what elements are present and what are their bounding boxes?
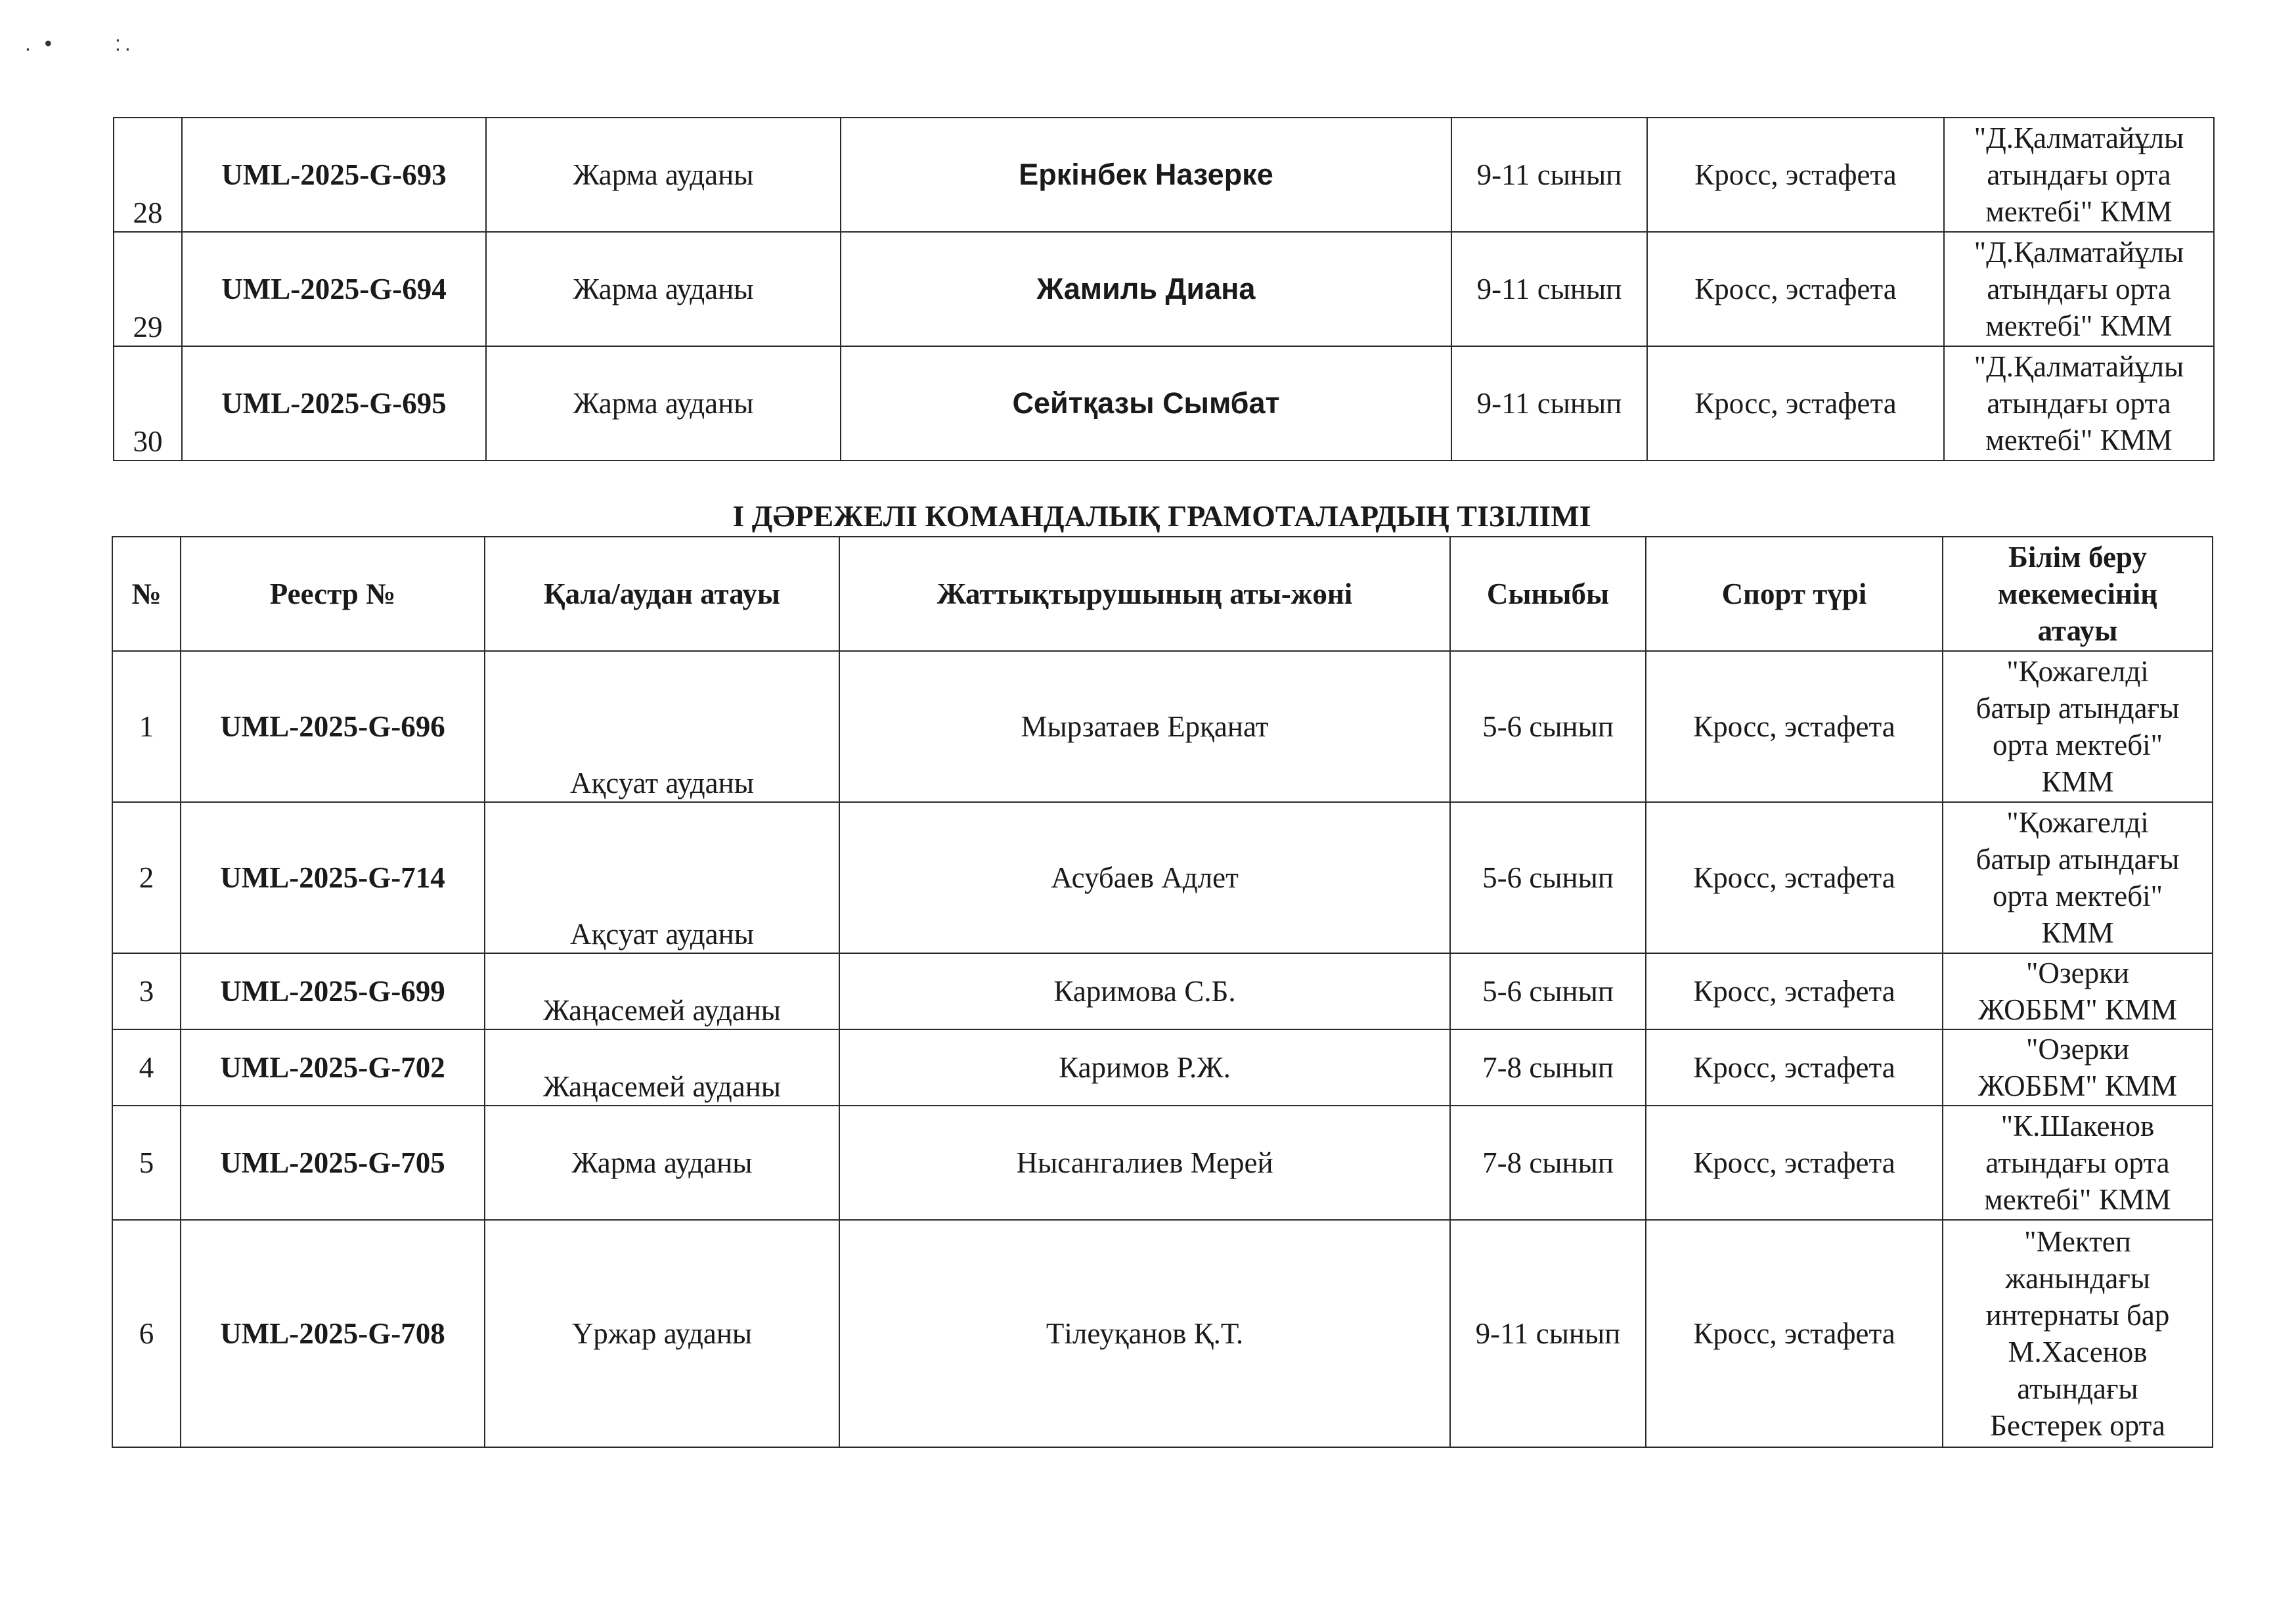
grade: 9-11 сынып xyxy=(1451,118,1647,232)
coach-name: Нысангалиев Мерей xyxy=(839,1106,1450,1220)
grade: 7-8 сынып xyxy=(1450,1106,1646,1220)
school-line: орта мектебі" xyxy=(1993,880,2163,912)
team-certificates-table xyxy=(112,536,2213,1448)
coach-name: Каримова С.Б. xyxy=(839,953,1450,1029)
school-name xyxy=(1943,651,2213,802)
coach-name: Тілеуқанов Қ.Т. xyxy=(839,1220,1450,1447)
school-line: мектебі" КММ xyxy=(1985,309,2173,342)
registry-number: UML-2025-G-699 xyxy=(181,953,485,1029)
registry-number: UML-2025-G-696 xyxy=(181,651,485,802)
school-line: батыр атындағы xyxy=(1976,843,2180,876)
header-school-line: мекемесінің xyxy=(1997,577,2158,610)
table-row xyxy=(112,651,2213,802)
grade: 9-11 сынып xyxy=(1451,232,1647,346)
table-row xyxy=(112,1029,2213,1106)
scan-specks: . • :. xyxy=(25,32,135,55)
sport-type: Кросс, эстафета xyxy=(1646,953,1943,1029)
registry-number: UML-2025-G-705 xyxy=(181,1106,485,1220)
registry-number: UML-2025-G-708 xyxy=(181,1220,485,1447)
school-line: мектебі" КММ xyxy=(1984,1183,2171,1216)
sport-type: Кросс, эстафета xyxy=(1646,1029,1943,1106)
school-name xyxy=(1943,802,2213,953)
table-row xyxy=(114,346,2214,461)
district-name: Жаңасемей ауданы xyxy=(485,1029,839,1106)
table-header-row xyxy=(112,537,2213,651)
row-number: 30 xyxy=(114,346,182,461)
sport-type: Кросс, эстафета xyxy=(1646,1106,1943,1220)
school-line: "Озерки xyxy=(2025,1033,2130,1066)
sport-type: Кросс, эстафета xyxy=(1647,346,1944,461)
coach-name: Каримов Р.Ж. xyxy=(839,1029,1450,1106)
school-line: интернаты бар xyxy=(1985,1299,2170,1332)
sport-type: Кросс, эстафета xyxy=(1647,118,1944,232)
school-line: КММ xyxy=(2041,916,2114,949)
header-grade: Сыныбы xyxy=(1450,537,1646,651)
district-name: Жарма ауданы xyxy=(486,232,841,346)
table-row xyxy=(114,232,2214,346)
header-sport: Спорт түрі xyxy=(1646,537,1943,651)
grade: 5-6 сынып xyxy=(1450,651,1646,802)
row-number: 6 xyxy=(112,1220,181,1447)
registry-number: UML-2025-G-702 xyxy=(181,1029,485,1106)
grade: 9-11 сынып xyxy=(1451,346,1647,461)
school-line: атындағы орта xyxy=(1987,387,2171,420)
row-number: 3 xyxy=(112,953,181,1029)
district-name: Жарма ауданы xyxy=(485,1106,839,1220)
school-name xyxy=(1944,118,2214,232)
header-district: Қала/аудан атауы xyxy=(485,537,839,651)
student-name: Еркінбек Назерке xyxy=(841,118,1451,232)
header-school-line: Білім беру xyxy=(2008,541,2147,573)
student-name: Жамиль Диана xyxy=(841,232,1451,346)
school-line: атындағы орта xyxy=(1987,158,2171,191)
school-name xyxy=(1944,346,2214,461)
row-number: 1 xyxy=(112,651,181,802)
table-row xyxy=(112,1220,2213,1447)
table-row xyxy=(112,953,2213,1029)
school-line: "К.Шакенов xyxy=(2000,1110,2155,1142)
row-number: 28 xyxy=(114,118,182,232)
school-line: мектебі" КММ xyxy=(1985,195,2173,228)
school-name xyxy=(1943,1106,2213,1220)
registry-number: UML-2025-G-714 xyxy=(181,802,485,953)
school-line: "Д.Қалматайұлы xyxy=(1974,122,2184,154)
sport-type: Кросс, эстафета xyxy=(1646,1220,1943,1447)
school-line: атындағы орта xyxy=(1985,1146,2170,1179)
student-name: Сейтқазы Сымбат xyxy=(841,346,1451,461)
header-school-line: атауы xyxy=(2037,614,2118,647)
school-line: "Д.Қалматайұлы xyxy=(1974,350,2184,383)
school-line: жанындағы xyxy=(2004,1262,2151,1295)
district-name: Жарма ауданы xyxy=(486,118,841,232)
coach-name: Асубаев Адлет xyxy=(839,802,1450,953)
table-row xyxy=(112,802,2213,953)
sport-type: Кросс, эстафета xyxy=(1647,232,1944,346)
table-row xyxy=(112,1106,2213,1220)
school-line: атындағы xyxy=(2017,1372,2138,1405)
school-line: "Озерки xyxy=(2025,956,2130,989)
school-line: Бестерек орта xyxy=(1990,1409,2165,1442)
school-line: М.Хасенов xyxy=(2008,1336,2148,1368)
school-line: КММ xyxy=(2041,765,2114,798)
school-line: батыр атындағы xyxy=(1976,692,2180,725)
table-row xyxy=(114,118,2214,232)
district-name: Жарма ауданы xyxy=(486,346,841,461)
school-name xyxy=(1943,1029,2213,1106)
school-line: атындағы орта xyxy=(1987,273,2171,305)
section-title: I ДӘРЕЖЕЛІ КОМАНДАЛЫҚ ГРАМОТАЛАРДЫҢ ТІЗІЛІМІ xyxy=(732,499,1591,533)
school-line: ЖОББМ" КММ xyxy=(1977,993,2178,1026)
grade: 9-11 сынып xyxy=(1450,1220,1646,1447)
top-table xyxy=(113,117,2215,461)
grade: 7-8 сынып xyxy=(1450,1029,1646,1106)
row-number: 2 xyxy=(112,802,181,953)
sport-type: Кросс, эстафета xyxy=(1646,802,1943,953)
coach-name: Мырзатаев Ерқанат xyxy=(839,651,1450,802)
school-line: мектебі" КММ xyxy=(1985,424,2173,457)
school-name xyxy=(1943,953,2213,1029)
row-number: 29 xyxy=(114,232,182,346)
school-line: "Қожагелді xyxy=(2006,655,2149,688)
registry-number: UML-2025-G-693 xyxy=(182,118,486,232)
row-number: 4 xyxy=(112,1029,181,1106)
district-name: Ақсуат ауданы xyxy=(485,802,839,953)
header-school xyxy=(1943,537,2213,651)
header-no: № xyxy=(112,537,181,651)
school-line: ЖОББМ" КММ xyxy=(1977,1069,2178,1102)
registry-number: UML-2025-G-694 xyxy=(182,232,486,346)
sport-type: Кросс, эстафета xyxy=(1646,651,1943,802)
row-number: 5 xyxy=(112,1106,181,1220)
district-name: Жаңасемей ауданы xyxy=(485,953,839,1029)
grade: 5-6 сынып xyxy=(1450,953,1646,1029)
grade: 5-6 сынып xyxy=(1450,802,1646,953)
school-name xyxy=(1944,232,2214,346)
registry-number: UML-2025-G-695 xyxy=(182,346,486,461)
school-line: "Мектеп xyxy=(2024,1225,2131,1258)
school-line: "Д.Қалматайұлы xyxy=(1974,236,2184,269)
school-name xyxy=(1943,1220,2213,1447)
header-coach: Жаттықтырушының аты-жөні xyxy=(839,537,1450,651)
school-line: орта мектебі" xyxy=(1993,729,2163,761)
school-line: "Қожагелді xyxy=(2006,806,2149,839)
district-name: Үржар ауданы xyxy=(485,1220,839,1447)
header-registry: Реестр № xyxy=(181,537,485,651)
district-name: Ақсуат ауданы xyxy=(485,651,839,802)
